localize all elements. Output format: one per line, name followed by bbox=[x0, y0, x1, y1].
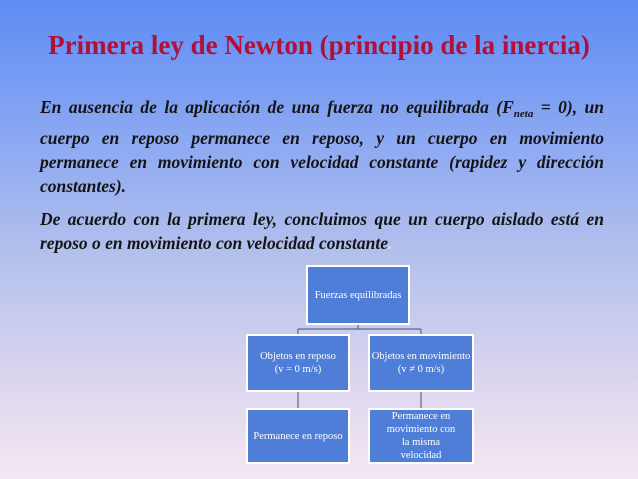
conclusion-period: . bbox=[388, 233, 393, 253]
remains-in-motion-node bbox=[368, 408, 474, 464]
remains-in-motion-label: Permanece en movimiento con la misma velocidad bbox=[386, 411, 456, 461]
balanced-forces-label: Fuerzas equilibradas bbox=[314, 289, 402, 301]
slide-title: Primera ley de Newton (principio de la inercia) bbox=[48, 30, 590, 60]
definition-text-start: En ausencia de la aplicación de una fuerza no equilibrada (F bbox=[40, 97, 514, 117]
conclusion-text: De acuerdo con la primera ley, concluimos que un cuerpo aislado está en reposo o en movimiento con velocidad constante bbox=[40, 209, 604, 253]
remains-at-rest-label: Permanece en reposo bbox=[253, 430, 343, 442]
objects-at-rest-label: Objetos en reposo bbox=[260, 351, 336, 362]
objects-at-rest-velocity: (v = 0 m/s) bbox=[274, 364, 322, 375]
objects-at-rest-node bbox=[246, 334, 350, 392]
objects-in-motion-node bbox=[368, 334, 474, 392]
objects-in-motion-label: Objetos en movimiento bbox=[371, 351, 471, 362]
balanced-forces-node bbox=[306, 265, 410, 325]
objects-in-motion-velocity: (v ≠ 0 m/s) bbox=[397, 364, 445, 375]
net-subscript: neta bbox=[513, 108, 534, 120]
remains-at-rest-node bbox=[246, 408, 350, 464]
definition-text-end: = 0), un cuerpo en reposo permanece en reposo, y un cuerpo en movimiento permanece en movimiento con velocidad constante (rapidez y dirección constantes). bbox=[40, 97, 605, 196]
